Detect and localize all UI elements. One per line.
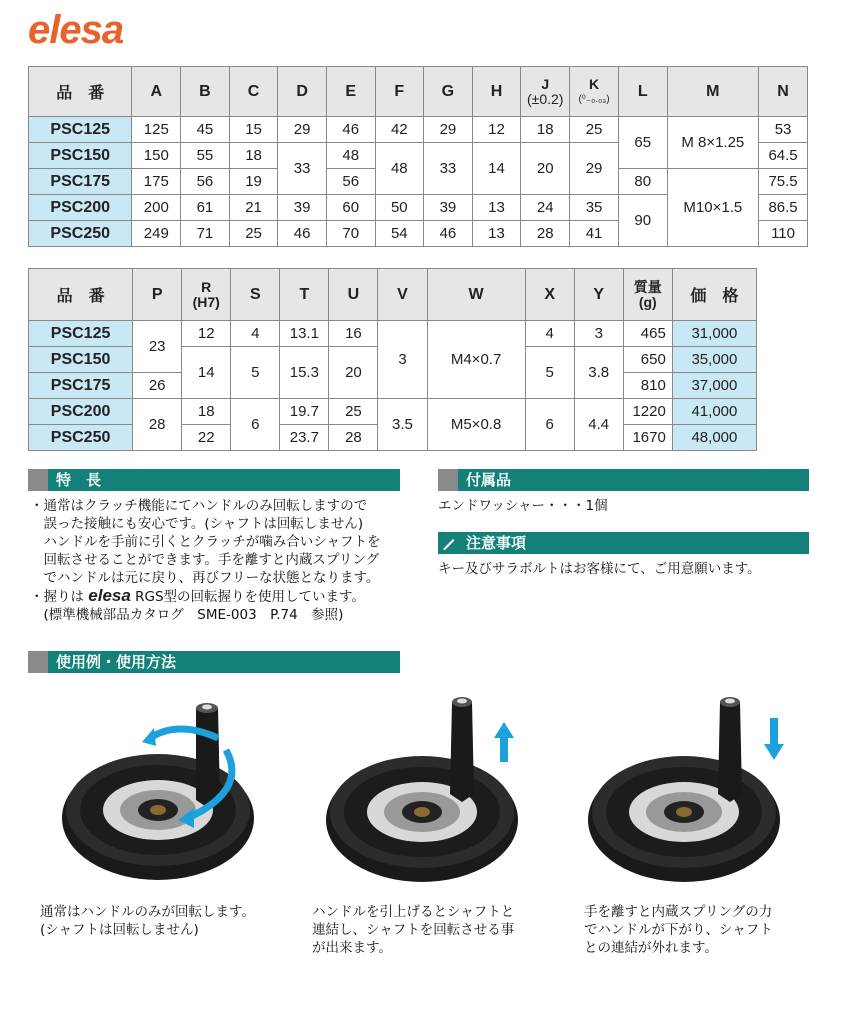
part-number: PSC125 xyxy=(29,117,132,143)
cell: 20 xyxy=(521,143,570,195)
features-text: ・通常はクラッチ機能にてハンドルのみ回転しますので 誤った接触にも安心です。(シャフトは回転しません) ハンドルを手前に引くとクラッチが噛み合いシャフトを 回転させることができます。手を離すと内蔵スプリング でハンドルは元に戻り、再びフリーな状態となります。 ・握りは elesa RGS型の回転握りを使用しています。 (標準機械部品カタログ SME-003 P.74 参照) xyxy=(30,498,381,623)
cell: M 8×1.25 xyxy=(667,117,759,169)
part-number: PSC175 xyxy=(29,373,133,399)
usage-caption-2: ハンドルを引上げるとシャフトと 連結し、シャフトを回転させる事 が出来ます。 xyxy=(312,904,515,956)
usage-header: 使用例・使用方法 xyxy=(28,651,400,673)
cell: 42 xyxy=(375,117,424,143)
cell: 55 xyxy=(181,143,230,169)
header-U: U xyxy=(329,269,378,321)
cell: 6 xyxy=(525,399,574,451)
cell: 16 xyxy=(329,321,378,347)
header-A: A xyxy=(132,67,181,117)
usage-caption-1: 通常はハンドルのみが回転します。 (シャフトは回転しません) xyxy=(40,904,255,938)
cell: 56 xyxy=(181,169,230,195)
price-cell: 41,000 xyxy=(672,399,756,425)
cell: 70 xyxy=(326,221,375,247)
header-M: M xyxy=(667,67,759,117)
cell: 24 xyxy=(521,195,570,221)
cell: 29 xyxy=(570,143,619,195)
cell: 45 xyxy=(181,117,230,143)
spec-table-1 xyxy=(28,66,808,247)
cell: 48 xyxy=(375,143,424,195)
cell: 46 xyxy=(278,221,327,247)
header-J: J (±0.2) xyxy=(521,67,570,117)
cell: 25 xyxy=(570,117,619,143)
cell: 1220 xyxy=(623,399,672,425)
header-price: 価 格 xyxy=(672,269,756,321)
cell: 71 xyxy=(181,221,230,247)
cell: M5×0.8 xyxy=(427,399,525,451)
cell: 175 xyxy=(132,169,181,195)
accessory-header: 付属品 xyxy=(438,469,809,491)
cell: 61 xyxy=(181,195,230,221)
cell: 54 xyxy=(375,221,424,247)
cell: 23.7 xyxy=(280,425,329,451)
cell: M10×1.5 xyxy=(667,169,759,247)
part-number: PSC175 xyxy=(29,169,132,195)
header-L: L xyxy=(618,67,667,117)
cell: 15 xyxy=(229,117,278,143)
header-K: K (⁰₋₀.₀₃) xyxy=(570,67,619,117)
price-cell: 48,000 xyxy=(672,425,756,451)
cell: 1670 xyxy=(623,425,672,451)
cell: 14 xyxy=(182,347,231,399)
cell: 200 xyxy=(132,195,181,221)
elesa-logo: elesa xyxy=(28,8,124,52)
pen-icon xyxy=(441,535,457,551)
header-W: W xyxy=(427,269,525,321)
part-number: PSC150 xyxy=(29,143,132,169)
header-T: T xyxy=(280,269,329,321)
header-X: X xyxy=(525,269,574,321)
cell: 150 xyxy=(132,143,181,169)
accessory-text: エンドワッシャー・・・1個 xyxy=(438,498,608,514)
cell: 39 xyxy=(278,195,327,221)
cell: 4 xyxy=(231,321,280,347)
cell: 33 xyxy=(424,143,473,195)
cell: 26 xyxy=(133,373,182,399)
cell: 18 xyxy=(521,117,570,143)
part-number: PSC250 xyxy=(29,221,132,247)
header-H: H xyxy=(472,67,521,117)
cell: 22 xyxy=(182,425,231,451)
cell: 19.7 xyxy=(280,399,329,425)
cell: 810 xyxy=(623,373,672,399)
cell: 50 xyxy=(375,195,424,221)
header-N: N xyxy=(759,67,808,117)
header-part-no: 品 番 xyxy=(29,67,132,117)
cell: 86.5 xyxy=(759,195,808,221)
cell: 35 xyxy=(570,195,619,221)
part-number: PSC250 xyxy=(29,425,133,451)
cell: 125 xyxy=(132,117,181,143)
cell: 4 xyxy=(525,321,574,347)
header-E: E xyxy=(326,67,375,117)
header-F: F xyxy=(375,67,424,117)
spec-table-2 xyxy=(28,268,757,451)
cell: 25 xyxy=(229,221,278,247)
cell: 25 xyxy=(329,399,378,425)
cell: 13.1 xyxy=(280,321,329,347)
cell: 46 xyxy=(424,221,473,247)
header-G: G xyxy=(424,67,473,117)
cell: 60 xyxy=(326,195,375,221)
cell: 12 xyxy=(182,321,231,347)
header-R: R (H7) xyxy=(182,269,231,321)
cell: 21 xyxy=(229,195,278,221)
caution-text: キー及びサラボルトはお客様にて、ご用意願います。 xyxy=(438,561,761,577)
cell: 3 xyxy=(378,321,427,399)
cell: 28 xyxy=(329,425,378,451)
cell: 46 xyxy=(326,117,375,143)
cell: 18 xyxy=(182,399,231,425)
part-number: PSC125 xyxy=(29,321,133,347)
header-part-no: 品 番 xyxy=(29,269,133,321)
cell: 90 xyxy=(618,195,667,247)
price-cell: 35,000 xyxy=(672,347,756,373)
cell: 3.5 xyxy=(378,399,427,451)
features-header: 特 長 xyxy=(28,469,400,491)
handwheel-figure-3 xyxy=(584,690,804,890)
cell: 28 xyxy=(521,221,570,247)
cell: 33 xyxy=(278,143,327,195)
cell: 53 xyxy=(759,117,808,143)
cell: 15.3 xyxy=(280,347,329,399)
caution-header: 注意事項 xyxy=(438,532,809,554)
cell: 41 xyxy=(570,221,619,247)
cell: 48 xyxy=(326,143,375,169)
cell: 18 xyxy=(229,143,278,169)
cell: 465 xyxy=(623,321,672,347)
header-P: P xyxy=(133,269,182,321)
cell: 28 xyxy=(133,399,182,451)
cell: 249 xyxy=(132,221,181,247)
part-number: PSC200 xyxy=(29,195,132,221)
cell: 39 xyxy=(424,195,473,221)
cell: 29 xyxy=(278,117,327,143)
handwheel-figure-1 xyxy=(58,690,268,890)
cell: 64.5 xyxy=(759,143,808,169)
cell: 110 xyxy=(759,221,808,247)
header-C: C xyxy=(229,67,278,117)
cell: 13 xyxy=(472,221,521,247)
cell: 12 xyxy=(472,117,521,143)
cell: 20 xyxy=(329,347,378,399)
cell: M4×0.7 xyxy=(427,321,525,399)
cell: 56 xyxy=(326,169,375,195)
header-D: D xyxy=(278,67,327,117)
part-number: PSC150 xyxy=(29,347,133,373)
cell: 650 xyxy=(623,347,672,373)
cell: 3.8 xyxy=(574,347,623,399)
cell: 19 xyxy=(229,169,278,195)
usage-caption-3: 手を離すと内蔵スプリングの力 でハンドルが下がり、シャフト との連結が外れます。 xyxy=(584,904,773,956)
price-cell: 31,000 xyxy=(672,321,756,347)
cell: 80 xyxy=(618,169,667,195)
cell: 65 xyxy=(618,117,667,169)
elesa-inline-logo: elesa xyxy=(88,586,131,605)
cell: 5 xyxy=(525,347,574,399)
price-cell: 37,000 xyxy=(672,373,756,399)
cell: 5 xyxy=(231,347,280,399)
cell: 6 xyxy=(231,399,280,451)
header-Y: Y xyxy=(574,269,623,321)
part-number: PSC200 xyxy=(29,399,133,425)
header-S: S xyxy=(231,269,280,321)
cell: 4.4 xyxy=(574,399,623,451)
cell: 13 xyxy=(472,195,521,221)
cell: 75.5 xyxy=(759,169,808,195)
header-mass: 質量 (g) xyxy=(623,269,672,321)
header-B: B xyxy=(181,67,230,117)
cell: 14 xyxy=(472,143,521,195)
cell: 3 xyxy=(574,321,623,347)
cell: 29 xyxy=(424,117,473,143)
cell: 23 xyxy=(133,321,182,373)
handwheel-figure-2 xyxy=(312,690,532,890)
header-V: V xyxy=(378,269,427,321)
